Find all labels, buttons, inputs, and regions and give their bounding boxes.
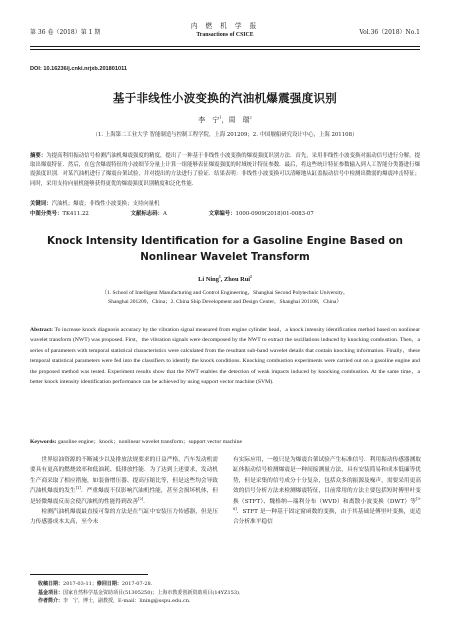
document-code: 文献标志码：A: [130, 211, 167, 217]
classification-line: [30, 209, 420, 217]
author-separator-en: ,: [220, 276, 224, 283]
header-rule-thick: [30, 46, 420, 47]
footnote: [38, 580, 420, 606]
body-column-right: [233, 455, 421, 528]
abstract-en: [30, 325, 420, 387]
keywords-en: [30, 436, 420, 445]
abstract-cn-label: 摘要：: [30, 153, 47, 159]
abstract-en-label: Abstract:: [30, 327, 54, 333]
author-2-affil-mark: 2: [249, 115, 252, 120]
footnote-fund: 基金项目：国家自然科学基金资助项目(51305250)；上海市教委创新资助项目(14YZ153)．: [38, 589, 244, 596]
author-2-en: Zhou Rui: [223, 276, 251, 283]
author-1-en-affil-mark: 1: [218, 274, 221, 279]
keywords-en-label: Keywords:: [30, 439, 57, 445]
keywords-cn-label: 关键词：: [30, 201, 52, 207]
paper-title-en-line-1: Knock Intensity Identification for a Gasoline Engine Based on: [46, 235, 404, 247]
authors-en: [0, 276, 450, 283]
citation: [2]: [138, 496, 144, 501]
affiliation-en-line-2: Shanghai 201209，China；2. China Ship Development and Design Center，Shanghai 201108，China）: [108, 299, 342, 305]
footnote-rule: [30, 574, 148, 575]
footnote-dates: 收稿日期：2017-03-11；修回日期：2017-07-28.: [38, 581, 153, 587]
running-header: [30, 18, 420, 46]
journal-name-en: Transactions of CSICE: [196, 32, 254, 38]
paper-title-cn: 基于非线性小波变换的汽油机爆震强度识别: [112, 91, 338, 105]
affiliation-en: [30, 289, 420, 307]
citation: [1]: [75, 486, 81, 491]
paper-title-en-line-2: Nonlinear Wavelet Transform: [140, 251, 310, 263]
abstract-cn-text: 为提高利用振动信号检测汽油机爆震强度的精度，提出了一种基于非线性小波变换的爆震强度识别方法．首先，采用非线性小波变换对振动信号进行分解，提取出爆震特征．然后，在包含爆震特征的小波细节分量上计算一组能够表征爆震强度的时域统计特征参数．最后，将这些统计特征参数输入到人工智能分类器进行爆震强度识别．对某汽油机进行了爆震台架试验，并对提出的方法进行了验证．结果表明：非线性小波变换可以清晰地从缸盖振动信号中检测出微弱的爆震冲击特征；同时，采用支持向量机能够获得更优的爆震强度识别精度和泛化性能．: [30, 153, 420, 187]
footnote-author: 作者简介：李 宁，博士，副教授，E-mail：lining@sspu.edu.cn.: [38, 598, 191, 605]
keywords-cn: [30, 199, 420, 207]
doi[interactable]: DOI: 10.16236/j.cnki.nrjxb.201801011: [30, 66, 128, 72]
abstract-cn: [30, 152, 420, 189]
affiliation-en-line-1: （1. School of Intelligent Manufacturing and Control Engineering，Shanghai Second Polytechnic University，: [101, 290, 349, 296]
issue-info: 第 36 卷（2018）第 1 期: [30, 29, 101, 36]
author-1-en: Li Ning: [198, 276, 219, 283]
body-paragraph: 有实际应用，一般只是为爆震台架试验产生标准信号．利用振动传感器测取缸体振动信号检测爆震是一种间接测量方法，具有安装简易和成本低廉等优势，但是采集的信号成分十分复杂，包括众多的振源及噪声，需要采用更高效的信号分析方法来检测爆震特征，目前常用的方法主要包括短时傅里叶变换（STFT）、魏格纳—瑞利分布（WVD）和离散小波变换（DWT）等[3-6]．STFT 是一种基于固定窗函数的变换，由于其基础是傅里叶变换，更适合分析准平稳信: [233, 457, 421, 526]
author-separator: ，: [221, 116, 229, 124]
author-1-affil-mark: 1: [219, 115, 222, 120]
citation: [3-6]: [233, 496, 421, 512]
body-paragraph: 世界原油资源的不断减少以及排放法规要求的日益严格，汽车发动机需要具有更高的燃烧效率和低油耗、低排放性能．为了达到上述要求，发动机生产商采取了相应措施，如装备增压器、提高压缩比等，但是这些均会导致汽油机爆震的发生[1]．严重爆震不仅影响汽油机性能，甚至会损坏机体，但是轻微爆震反而会使汽油机的性能得到改善[2]．: [30, 457, 219, 505]
affiliation-cn: （1. 上海第二工业大学 智能制造与控制工程学院，上海 201209；2. 中国舰船研究设计中心，上海 201108）: [92, 132, 358, 138]
header-rule-thin: [30, 49, 420, 50]
author-2: 周 瑞: [228, 116, 250, 124]
abstract-en-text: To increase knock diagnosis accuracy by the vibration signal measured from engine cylinder head，a knock intensity identification method based on nonlinear wavelet transform (NWT) was proposed. First，the vibration signals were decomposed by the NWT to extract the oscillations induced by knocking combustion. Then，a series of parameters with temporal statistical characteristics were calculated from the resultant sub-band wavelet details that contain knocking information. Finally，these temporal statistical parameters were fed into the classifiers to identify the knock conditions. Knocking combustion experiments were carried out on a gasoline engine and the proposed method was tested. Experiment results show that the NWT enables the detection of weak impacts induced by knocking combustion. At the same time，a better knock intensity identification performance can be achieved by using support vector machine (SVM).: [30, 327, 420, 386]
clc-number: 中图分类号：TK411.22: [30, 211, 89, 217]
keywords-cn-text: 汽油机；爆震；非线性小波变换；支持向量机: [51, 201, 160, 207]
authors-cn: [0, 115, 450, 125]
volume-info: Vol.36（2018）No.1: [359, 29, 420, 36]
paper-title-en: [0, 233, 450, 265]
journal-name-cn: 内 燃 机 学 报: [190, 22, 260, 30]
keywords-en-text: gasoline engine；knock；nonlinear wavelet transform；support vector machine: [56, 439, 242, 445]
body-column-left: [30, 455, 218, 528]
author-2-en-affil-mark: 2: [250, 274, 252, 279]
author-1: 李 宁: [198, 116, 220, 124]
article-id: 文章编号：1000-0909(2018)01-0083-07: [208, 211, 314, 217]
body-paragraph: 检测汽油机爆震最直接可靠的方法是在气缸中安装压力传感器，但是压力传感器成本太高，至今未: [30, 509, 218, 526]
